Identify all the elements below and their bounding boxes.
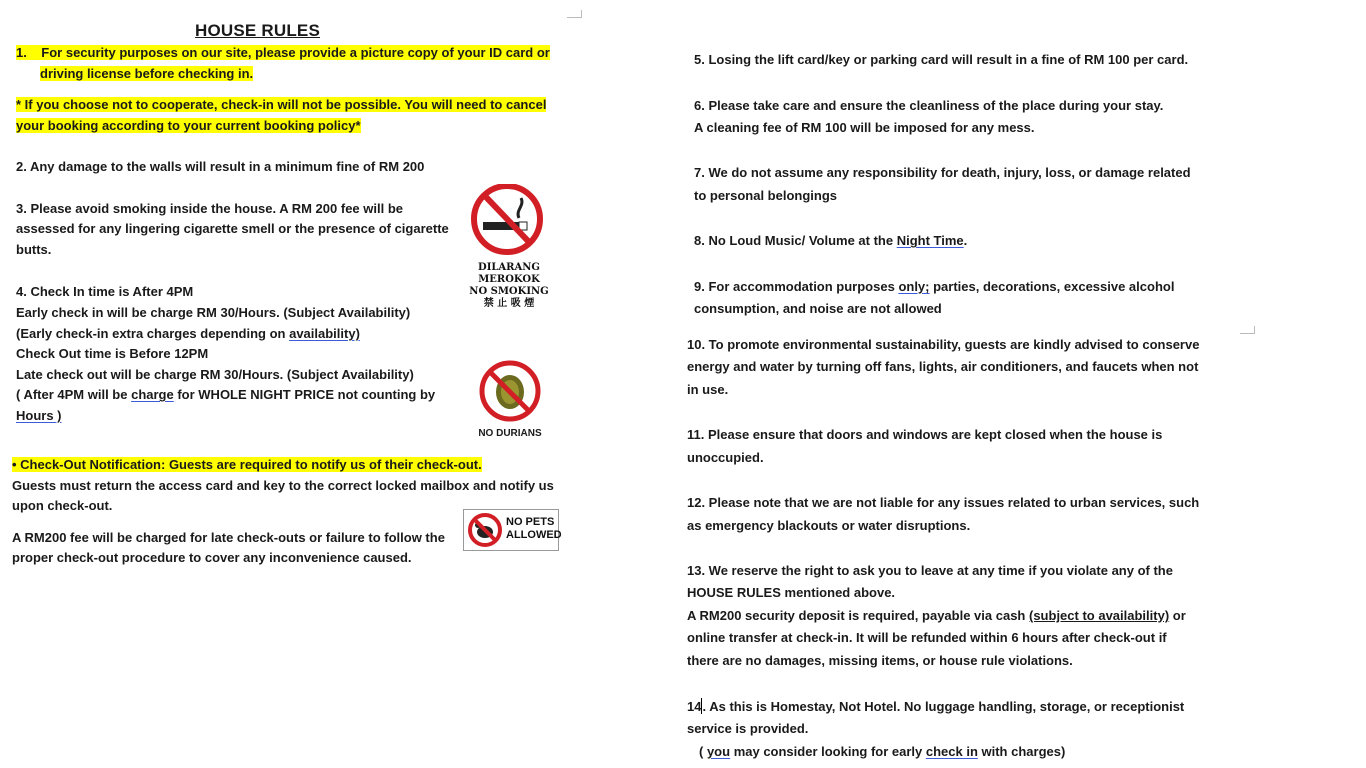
rule-14-line-2: service is provided. <box>687 721 809 736</box>
rule-10-line-3: in use. <box>687 382 729 397</box>
no-durians-label: NO DURIANS <box>478 428 542 439</box>
rule-2: 2. Any damage to the walls will result in a minimum fine of RM 200 <box>16 159 425 174</box>
rule-3-line-1: 3. Please avoid smoking inside the house. A RM 200 fee will be <box>16 201 403 216</box>
rule-7-line-1: 7. We do not assume any responsibility for death, injury, loss, or damage related <box>694 165 1191 180</box>
checkout-notification: • Check-Out Notification: Guests are required to notify us of their check-out. <box>12 457 482 472</box>
warning-line-2: your booking according to your current booking policy* <box>16 118 361 133</box>
rule-13-line-4: online transfer at check-in. It will be refunded within 6 hours after check-out if <box>687 630 1167 645</box>
rule-10-line-2: energy and water by turning off fans, lights, air conditioners, and faucets when not <box>687 359 1199 374</box>
rule-4-line-7: Hours ) <box>16 408 62 423</box>
rule-6-line-2: A cleaning fee of RM 100 will be imposed for any mess. <box>694 120 1035 135</box>
warning-line-1: * If you choose not to cooperate, check-in will not be possible. You will need to cancel <box>16 97 547 112</box>
rule-4-line-4: Check Out time is Before 12PM <box>16 346 209 361</box>
rule-4-line-1: 4. Check In time is After 4PM <box>16 284 194 299</box>
rule-10-line-1: 10. To promote environmental sustainability, guests are kindly advised to conserve <box>687 337 1200 352</box>
rule-13-line-5: there are no damages, missing items, or house rule violations. <box>687 653 1073 668</box>
rule-5: 5. Losing the lift card/key or parking card will result in a fine of RM 100 per card. <box>694 52 1189 67</box>
no-durian-icon <box>470 360 550 422</box>
rule-1-line-2: driving license before checking in. <box>40 66 254 81</box>
rule-11-line-1: 11. Please ensure that doors and windows are kept closed when the house is <box>687 427 1163 442</box>
rule-14-line-1: 14. As this is Homestay, Not Hotel. No luggage handling, storage, or receptionist <box>687 699 1185 714</box>
no-pets-icon <box>467 512 503 548</box>
no-durians-sign <box>470 360 550 440</box>
no-smoking-english: NO SMOKING <box>469 286 549 297</box>
rule-4-line-2: Early check in will be charge RM 30/Hours. (Subject Availability) <box>16 305 411 320</box>
no-pets-label-1: NO PETS <box>506 516 555 528</box>
rule-9-line-2: consumption, and noise are not allowed <box>694 301 942 316</box>
rule-7-line-2: to personal belongings <box>694 188 838 203</box>
rule-13-line-2: HOUSE RULES mentioned above. <box>687 585 896 600</box>
checkout-line-1: Guests must return the access card and key to the correct locked mailbox and notify us <box>12 478 554 493</box>
rule-3-line-3: butts. <box>16 242 52 257</box>
rule-11-line-2: unoccupied. <box>687 450 764 465</box>
rule-4-line-6: ( After 4PM will be charge for WHOLE NIGHT PRICE not counting by <box>16 387 436 402</box>
rule-14-line-3: ( you may consider looking for early check in with charges) <box>699 744 1066 759</box>
rule-4-line-5: Late check out will be charge RM 30/Hours. (Subject Availability) <box>16 367 414 382</box>
no-smoking-chinese: 禁 止 吸 煙 <box>483 298 535 309</box>
rule-3-line-2: assessed for any lingering cigarette smell or the presence of cigarette <box>16 221 449 236</box>
document-title: HOUSE RULES <box>195 21 320 40</box>
late-fee-line-2: proper check-out procedure to cover any inconvenience caused. <box>12 550 412 565</box>
no-smoking-sign <box>463 184 555 309</box>
rule-6-line-1: 6. Please take care and ensure the cleanliness of the place during your stay. <box>694 98 1164 113</box>
page-corner-mark <box>567 10 582 18</box>
rule-13-line-1: 13. We reserve the right to ask you to leave at any time if you violate any of the <box>687 563 1173 578</box>
rule-8: 8. No Loud Music/ Volume at the Night Time. <box>694 233 968 248</box>
rule-4-line-3: (Early check-in extra charges depending on availability) <box>16 326 360 341</box>
no-pets-sign <box>463 509 562 551</box>
rule-9-line-1: 9. For accommodation purposes only; parties, decorations, excessive alcohol <box>694 279 1175 294</box>
checkout-line-2: upon check-out. <box>12 498 113 513</box>
rule-13-line-3: A RM200 security deposit is required, payable via cash (subject to availability) or <box>687 608 1186 623</box>
late-fee-line-1: A RM200 fee will be charged for late check-outs or failure to follow the <box>12 530 445 545</box>
page-corner-mark <box>1240 326 1255 334</box>
rule-12-line-1: 12. Please note that we are not liable for any issues related to urban services, such <box>687 495 1200 510</box>
no-smoking-malay: DILARANG MEROKOK <box>478 262 540 285</box>
rule-1-line-1: 1. For security purposes on our site, please provide a picture copy of your ID card or <box>16 45 550 60</box>
no-pets-label-2: ALLOWED <box>506 529 562 541</box>
no-smoking-icon <box>463 184 555 256</box>
rule-12-line-2: as emergency blackouts or water disruptions. <box>687 518 971 533</box>
